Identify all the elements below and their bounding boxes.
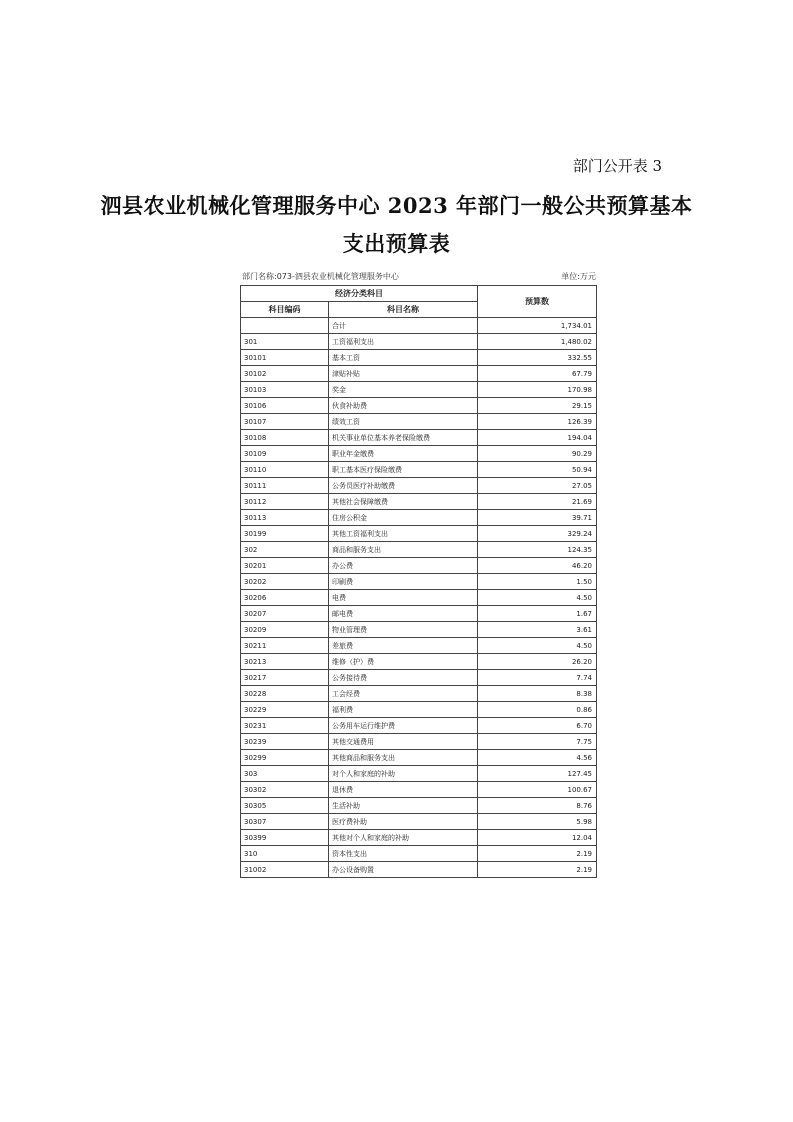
table-row	[241, 526, 597, 542]
row-code: 30103	[241, 382, 329, 398]
table-row	[241, 414, 597, 430]
row-code: 30217	[241, 670, 329, 686]
table-row	[241, 366, 597, 382]
row-amount: 7.75	[478, 734, 597, 750]
row-code: 30113	[241, 510, 329, 526]
row-amount: 2.19	[478, 846, 597, 862]
row-amount: 67.79	[478, 366, 597, 382]
row-amount: 12.04	[478, 830, 597, 846]
row-code: 30213	[241, 654, 329, 670]
row-name: 津贴补贴	[329, 366, 478, 382]
table-row	[241, 462, 597, 478]
row-code: 30101	[241, 350, 329, 366]
row-code: 30111	[241, 478, 329, 494]
budget-table-body	[241, 318, 597, 878]
row-code: 30305	[241, 798, 329, 814]
row-amount: 170.98	[478, 382, 597, 398]
row-name: 办公设备购置	[329, 862, 478, 878]
row-name: 差旅费	[329, 638, 478, 654]
row-code: 310	[241, 846, 329, 862]
row-code: 301	[241, 334, 329, 350]
row-code: 30211	[241, 638, 329, 654]
row-amount: 5.98	[478, 814, 597, 830]
budget-table	[240, 285, 597, 878]
row-code: 303	[241, 766, 329, 782]
row-amount: 124.35	[478, 542, 597, 558]
row-name: 其他社会保障缴费	[329, 494, 478, 510]
row-amount: 46.20	[478, 558, 597, 574]
row-code: 30299	[241, 750, 329, 766]
row-code: 30201	[241, 558, 329, 574]
row-name: 机关事业单位基本养老保险缴费	[329, 430, 478, 446]
row-name: 印刷费	[329, 574, 478, 590]
table-row	[241, 830, 597, 846]
table-row	[241, 670, 597, 686]
table-row	[241, 430, 597, 446]
row-code: 30207	[241, 606, 329, 622]
table-row	[241, 558, 597, 574]
table-row	[241, 478, 597, 494]
row-amount: 194.04	[478, 430, 597, 446]
table-row	[241, 798, 597, 814]
row-name: 其他对个人和家庭的补助	[329, 830, 478, 846]
row-code: 30102	[241, 366, 329, 382]
row-code: 30202	[241, 574, 329, 590]
row-code: 30109	[241, 446, 329, 462]
row-name: 退休费	[329, 782, 478, 798]
row-amount: 126.39	[478, 414, 597, 430]
row-amount: 26.20	[478, 654, 597, 670]
row-name: 职业年金缴费	[329, 446, 478, 462]
row-name: 维修（护）费	[329, 654, 478, 670]
table-row	[241, 334, 597, 350]
table-row	[241, 382, 597, 398]
row-amount: 1,734.01	[478, 318, 597, 334]
row-name: 福利费	[329, 702, 478, 718]
row-code: 30106	[241, 398, 329, 414]
table-row	[241, 638, 597, 654]
row-name: 对个人和家庭的补助	[329, 766, 478, 782]
row-amount: 127.45	[478, 766, 597, 782]
table-row	[241, 734, 597, 750]
group-header: 经济分类科目	[241, 286, 478, 302]
row-amount: 1.50	[478, 574, 597, 590]
row-amount: 29.15	[478, 398, 597, 414]
row-name: 基本工资	[329, 350, 478, 366]
table-row	[241, 494, 597, 510]
table-row	[241, 702, 597, 718]
row-amount: 4.50	[478, 638, 597, 654]
row-code: 30107	[241, 414, 329, 430]
row-code: 30228	[241, 686, 329, 702]
row-amount: 90.29	[478, 446, 597, 462]
row-code: 30209	[241, 622, 329, 638]
row-code: 30302	[241, 782, 329, 798]
row-name: 医疗费补助	[329, 814, 478, 830]
row-name: 公务接待费	[329, 670, 478, 686]
table-row	[241, 750, 597, 766]
table-meta	[242, 271, 596, 285]
row-amount: 3.61	[478, 622, 597, 638]
row-amount: 8.76	[478, 798, 597, 814]
row-name: 公务员医疗补助缴费	[329, 478, 478, 494]
row-amount: 8.38	[478, 686, 597, 702]
row-code: 30239	[241, 734, 329, 750]
row-amount: 100.67	[478, 782, 597, 798]
row-name: 商品和服务支出	[329, 542, 478, 558]
row-amount: 6.70	[478, 718, 597, 734]
table-row	[241, 510, 597, 526]
row-name: 住房公积金	[329, 510, 478, 526]
table-row	[241, 350, 597, 366]
row-amount: 39.71	[478, 510, 597, 526]
code-header: 科目编码	[241, 302, 329, 318]
row-name: 其他商品和服务支出	[329, 750, 478, 766]
row-name: 其他工资福利支出	[329, 526, 478, 542]
row-name: 生活补助	[329, 798, 478, 814]
department-name: 部门名称:073-泗县农业机械化管理服务中心	[242, 272, 399, 281]
row-name: 邮电费	[329, 606, 478, 622]
row-amount: 1,480.02	[478, 334, 597, 350]
table-row	[241, 606, 597, 622]
row-name: 物业管理费	[329, 622, 478, 638]
row-code: 30112	[241, 494, 329, 510]
table-row	[241, 766, 597, 782]
row-code: 30110	[241, 462, 329, 478]
row-code	[241, 318, 329, 334]
row-code: 30399	[241, 830, 329, 846]
row-amount: 0.86	[478, 702, 597, 718]
table-row	[241, 686, 597, 702]
name-header: 科目名称	[329, 302, 478, 318]
row-amount: 27.05	[478, 478, 597, 494]
table-row	[241, 622, 597, 638]
table-row	[241, 846, 597, 862]
row-amount: 21.69	[478, 494, 597, 510]
table-row	[241, 590, 597, 606]
row-amount: 329.24	[478, 526, 597, 542]
row-amount: 2.19	[478, 862, 597, 878]
row-amount: 1.67	[478, 606, 597, 622]
row-code: 30229	[241, 702, 329, 718]
row-amount: 50.94	[478, 462, 597, 478]
row-code: 302	[241, 542, 329, 558]
row-code: 30199	[241, 526, 329, 542]
page-label: 部门公开表 3	[572, 157, 662, 175]
row-name: 工会经费	[329, 686, 478, 702]
row-name: 办公费	[329, 558, 478, 574]
row-code: 31002	[241, 862, 329, 878]
row-name: 伙食补助费	[329, 398, 478, 414]
row-name: 公务用车运行维护费	[329, 718, 478, 734]
row-code: 30231	[241, 718, 329, 734]
table-row	[241, 542, 597, 558]
table-row	[241, 446, 597, 462]
page-title: 泗县农业机械化管理服务中心 2023 年部门一般公共预算基本	[100, 193, 693, 218]
table-row	[241, 814, 597, 830]
row-name: 资本性支出	[329, 846, 478, 862]
row-code: 30307	[241, 814, 329, 830]
unit-label: 单位:万元	[561, 272, 596, 281]
row-name: 职工基本医疗保险缴费	[329, 462, 478, 478]
amount-header: 预算数	[478, 286, 597, 318]
table-row	[241, 398, 597, 414]
row-amount: 7.74	[478, 670, 597, 686]
table-row	[241, 318, 597, 334]
row-name: 绩效工资	[329, 414, 478, 430]
row-amount: 4.56	[478, 750, 597, 766]
table-row	[241, 782, 597, 798]
table-row	[241, 718, 597, 734]
table-row	[241, 654, 597, 670]
row-amount: 332.55	[478, 350, 597, 366]
row-name: 电费	[329, 590, 478, 606]
row-code: 30108	[241, 430, 329, 446]
table-row	[241, 574, 597, 590]
page-title-continued: 支出预算表	[342, 231, 451, 256]
table-row	[241, 862, 597, 878]
row-name: 合计	[329, 318, 478, 334]
row-amount: 4.50	[478, 590, 597, 606]
row-name: 工资福利支出	[329, 334, 478, 350]
row-name: 奖金	[329, 382, 478, 398]
row-name: 其他交通费用	[329, 734, 478, 750]
row-code: 30206	[241, 590, 329, 606]
